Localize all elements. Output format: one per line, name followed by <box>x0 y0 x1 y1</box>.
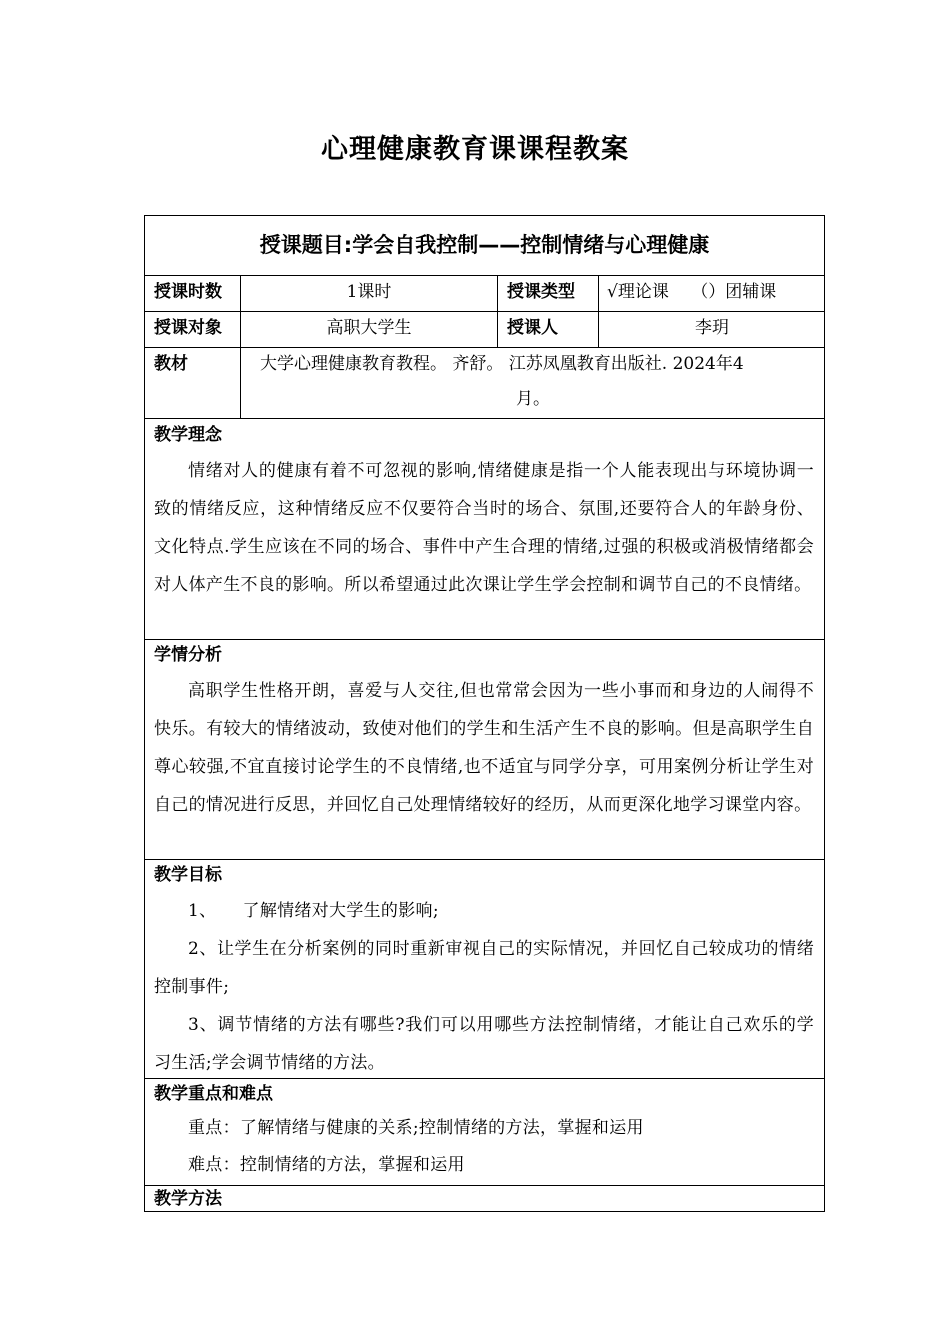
teacher-label: 授课人 <box>507 318 558 338</box>
type-value: √理论课 （）团辅课 <box>607 282 777 302</box>
textbook-line-1: 大学心理健康教育教程。 齐舒。 江苏凤凰教育出版社. 2024年4 <box>260 354 744 374</box>
analysis-text: 高职学生性格开朗，喜爱与人交往,但也常常会因为一些小事而和身边的人闹得不快乐。有较大的情绪波动，致使对他们的学生和生活产生不良的影响。但是高职学生自尊心较强,不宜直接讨论学生的不良情绪,也不适宜与同学分享，可用案例分析让学生对自己的情况进行反思，并回忆自己处理情绪较好的经历，从而更深化地学习课堂内容。 <box>154 681 814 815</box>
goals-heading: 教学目标 <box>154 865 222 885</box>
philosophy-heading: 教学理念 <box>154 425 222 445</box>
document-title: 心理健康教育课课程教案 <box>321 134 629 165</box>
hours-value: 1课时 <box>346 282 392 302</box>
goal-item-1: 1、 了解情绪对大学生的影响; <box>188 901 439 921</box>
audience-label: 授课对象 <box>154 318 222 338</box>
audience-value: 高职大学生 <box>326 318 412 338</box>
row-divider <box>145 347 824 348</box>
goal-item-3: 3、调节情绪的方法有哪些?我们可以用哪些方法控制情绪，才能让自己欢乐的学习生活;学会调节情绪的方法。 <box>154 1015 814 1073</box>
lesson-plan-table <box>144 215 825 1212</box>
row-divider <box>145 311 824 312</box>
row-divider <box>145 275 824 276</box>
hours-label: 授课时数 <box>154 282 222 302</box>
methods-heading: 教学方法 <box>154 1189 222 1209</box>
textbook-label: 教材 <box>154 354 188 374</box>
keypoints-heading: 教学重点和难点 <box>154 1084 273 1104</box>
difficulty-text: 难点：控制情绪的方法，掌握和运用 <box>188 1155 465 1175</box>
row-divider <box>145 859 824 860</box>
goal-item-2: 2、让学生在分析案例的同时重新审视自己的实际情况，并回忆自己较成功的情绪控制事件; <box>154 939 814 997</box>
teacher-value: 李玥 <box>695 318 729 338</box>
row-divider <box>145 418 824 419</box>
analysis-heading: 学情分析 <box>154 645 222 665</box>
type-label: 授课类型 <box>507 282 575 302</box>
row-divider <box>145 639 824 640</box>
philosophy-text: 情绪对人的健康有着不可忽视的影响,情绪健康是指一个人能表现出与环境协调一致的情绪反应，这种情绪反应不仅要符合当时的场合、氛围,还要符合人的年龄身份、文化特点.学生应该在不同的场合、事件中产生合理的情绪,过强的积极或消极情绪都会对人体产生不良的影响。所以希望通过此次课让学生学会控制和调节自己的不良情绪。 <box>154 461 814 595</box>
focus-text: 重点：了解情绪与健康的关系;控制情绪的方法，掌握和运用 <box>188 1118 644 1138</box>
textbook-line-2: 月。 <box>516 389 550 409</box>
column-divider <box>497 275 498 347</box>
row-divider <box>145 1185 824 1186</box>
lesson-subject: 授课题目:学会自我控制——控制情绪与心理健康 <box>259 233 710 257</box>
